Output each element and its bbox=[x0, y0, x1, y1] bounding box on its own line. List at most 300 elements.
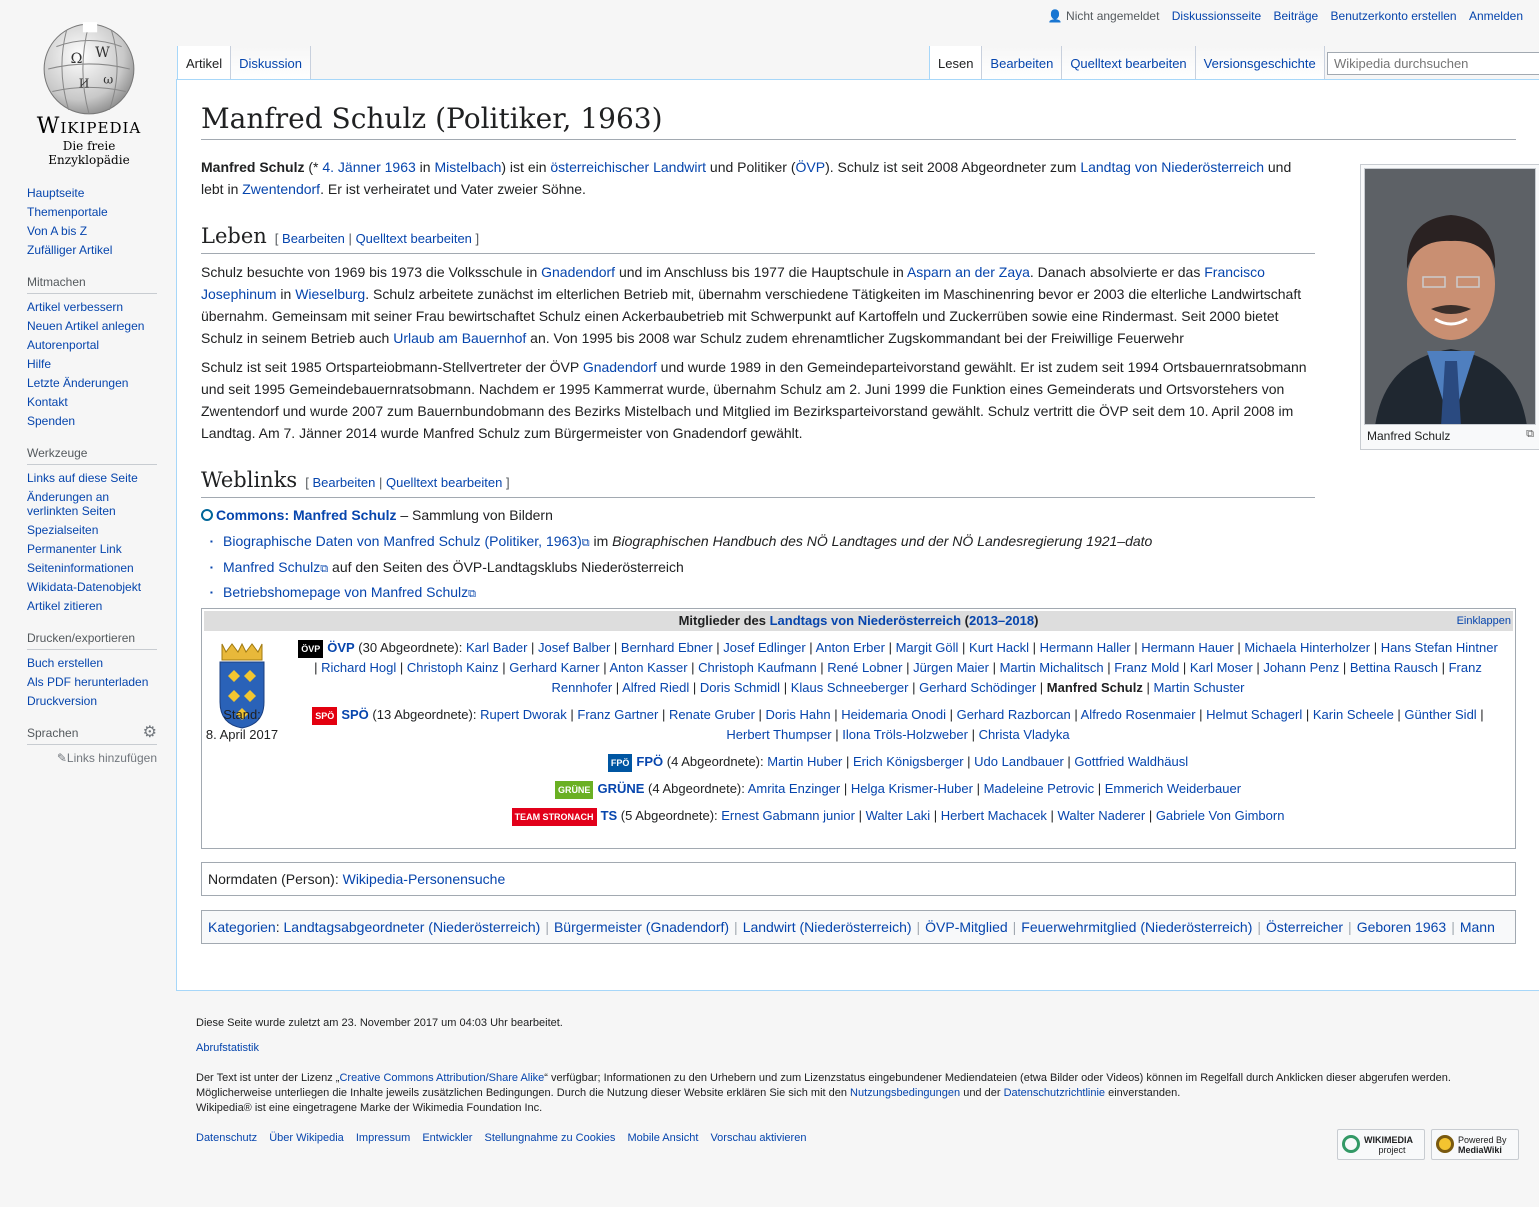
separator: | bbox=[754, 707, 766, 722]
separator: | bbox=[1142, 680, 1154, 695]
party-link[interactable]: GRÜNE bbox=[597, 781, 645, 796]
member-link[interactable]: Herbert Thumpser bbox=[726, 727, 832, 742]
bracket: [ bbox=[305, 475, 309, 490]
member-link[interactable]: Doris Schmidl bbox=[699, 680, 781, 695]
sidebar-drucken bbox=[27, 631, 157, 708]
member-link[interactable]: Erich Königsberger bbox=[852, 754, 964, 769]
sidebar-item-contact[interactable]: Kontakt bbox=[27, 395, 68, 409]
sidebar-item-permalink[interactable]: Permanenter Link bbox=[27, 542, 122, 556]
member-link[interactable]: Franz Gartner bbox=[577, 707, 659, 722]
separator: | bbox=[1103, 660, 1115, 675]
member-link[interactable]: Walter Laki bbox=[865, 808, 931, 823]
navbox-title-text: Mitglieder des bbox=[678, 613, 770, 628]
search-input[interactable] bbox=[1327, 52, 1539, 75]
josephinum-link[interactable]: Francisco Josephinum bbox=[201, 264, 1265, 302]
party-link[interactable]: SPÖ bbox=[341, 707, 369, 722]
wikimedia-project-badge[interactable] bbox=[1337, 1129, 1425, 1160]
separator: | bbox=[378, 475, 383, 490]
external-link-oevp-club[interactable] bbox=[223, 559, 328, 575]
last-modified: Diese Seite wurde zuletzt am 23. November 2017 um 04:03 Uhr bearbeitet. bbox=[196, 1017, 563, 1029]
separator: | bbox=[1130, 640, 1142, 655]
navbox-party-rows bbox=[298, 638, 1498, 833]
normdaten-box bbox=[201, 862, 1516, 896]
party-row bbox=[298, 705, 1498, 745]
footer bbox=[196, 1016, 1516, 1146]
login-link[interactable]: Anmelden bbox=[1468, 9, 1523, 23]
lead-name: Manfred Schulz bbox=[201, 159, 305, 175]
member-link[interactable]: Karl Moser bbox=[1189, 660, 1253, 675]
user-icon: 👤 bbox=[1047, 9, 1063, 23]
member-link[interactable]: Gabriele Von Gimborn bbox=[1155, 808, 1285, 823]
not-logged-in-label: Nicht angemeldet bbox=[1066, 9, 1160, 23]
member-link[interactable]: Helmut Schagerl bbox=[1206, 707, 1303, 722]
badge-mediawiki-text: MediaWiki bbox=[1458, 1145, 1502, 1155]
tab-artikel[interactable]: Artikel bbox=[177, 46, 231, 80]
sidebar-item-author-portal[interactable]: Autorenportal bbox=[27, 338, 100, 352]
intro-text: ) ist ein bbox=[501, 159, 551, 175]
gear-icon[interactable]: ⚙ bbox=[142, 724, 157, 741]
member-link[interactable]: Kurt Hackl bbox=[969, 640, 1029, 655]
separator: | bbox=[842, 754, 853, 769]
category-link[interactable]: ÖVP-Mitglied bbox=[925, 919, 1008, 935]
bracket: [ bbox=[274, 231, 279, 246]
separator: | bbox=[610, 640, 621, 655]
page-stats-link[interactable]: Abrufstatistik bbox=[196, 1042, 259, 1054]
member-link[interactable]: Johann Penz bbox=[1263, 660, 1340, 675]
body-text: Schulz besuchte von 1969 bis 1973 die Volksschule in bbox=[201, 264, 542, 280]
member-link[interactable]: Gottfried Waldhäusl bbox=[1074, 754, 1189, 769]
separator: | bbox=[816, 660, 828, 675]
category-separator: | bbox=[916, 919, 921, 935]
terms-post: einverstanden. bbox=[1105, 1087, 1181, 1099]
sidebar-item-themenportale[interactable]: Themenportale bbox=[27, 205, 108, 219]
edit-section-link[interactable]: Bearbeiten bbox=[282, 231, 345, 246]
birthplace-link[interactable]: Mistelbach bbox=[434, 159, 502, 175]
member-link[interactable]: Gerhard Karner bbox=[509, 660, 600, 675]
commons-icon bbox=[201, 509, 213, 521]
separator: | bbox=[988, 660, 1000, 675]
portrait-image[interactable] bbox=[1364, 168, 1536, 425]
member-link[interactable]: Josef Edlinger bbox=[723, 640, 806, 655]
member-link[interactable]: Walter Naderer bbox=[1057, 808, 1146, 823]
terms-link[interactable]: Nutzungsbedingungen bbox=[850, 1087, 961, 1099]
member-link[interactable]: Hans Stefan Hintner bbox=[1380, 640, 1498, 655]
sprachen-label: Sprachen bbox=[27, 726, 79, 740]
section-title: Weblinks bbox=[201, 468, 298, 492]
separator: | bbox=[1339, 660, 1350, 675]
member-current: Manfred Schulz bbox=[1046, 680, 1143, 695]
party-count: (13 Abgeordnete): bbox=[368, 707, 481, 722]
party-count: (4 Abgeordnete): bbox=[644, 781, 748, 796]
thumbnail-caption-text: Manfred Schulz bbox=[1367, 429, 1451, 443]
edit-section-link[interactable]: Bearbeiten bbox=[312, 475, 376, 490]
member-link[interactable]: Renate Gruber bbox=[668, 707, 755, 722]
category-separator: | bbox=[1012, 919, 1017, 935]
member-link[interactable]: Doris Hahn bbox=[765, 707, 831, 722]
separator: | bbox=[958, 640, 970, 655]
sidebar-item-special-pages[interactable]: Spezialseiten bbox=[27, 523, 99, 537]
talk-page-link[interactable]: Diskussionsseite bbox=[1171, 9, 1262, 23]
external-link-biographical-data[interactable] bbox=[223, 533, 590, 549]
category-separator: | bbox=[1451, 919, 1455, 935]
body-text: . Danach absolvierte er das bbox=[1029, 264, 1205, 280]
sidebar-item-hauptseite[interactable]: Hauptseite bbox=[27, 186, 85, 200]
party-logo-icon: TEAM STRONACH bbox=[512, 808, 597, 826]
list-item bbox=[201, 581, 1516, 607]
body-text: Schulz ist seit 1985 Ortsparteiobmann-Stellvertreter der ÖVP bbox=[201, 359, 583, 375]
category-box bbox=[201, 910, 1516, 944]
member-link[interactable]: Christa Vladyka bbox=[978, 727, 1070, 742]
body-text: auf den Seiten des ÖVP-Landtagsklubs Niederösterreich bbox=[328, 558, 684, 575]
terms-text bbox=[196, 1086, 1516, 1101]
footer-link-privacy[interactable]: Datenschutz bbox=[196, 1132, 258, 1144]
colon: : bbox=[275, 919, 284, 935]
body-text: an. Von 1995 bis 2008 war Schulz zudem ehrenamtlicher Zugskommandant bei der Freiwillige Feuerwehr bbox=[526, 330, 1184, 346]
sidebar-item-random-article[interactable]: Zufälliger Artikel bbox=[27, 243, 113, 257]
member-link[interactable]: Bettina Rausch bbox=[1349, 660, 1438, 675]
body-text: und wurde 1989 in den Gemeindeparteivorstand gewählt. Er ist zudem seit 1994 Ortsbauernratsobmann und seit 1995 Gemeindebauernratsobmann. Nachdem er 1995 Kammerrat wurde, übernahm Schulz am 2. Juni 1999 die Funktion eines Gemeinderats und Ortsvorstehers von Zwentendorf und wurde 2007 zum Bauernbundobmann des Bezirks Mistelbach und Mitglied im Bezirksparteivorstand gewählt. Schulz vertritt die ÖVP seit dem 10. April 2008 im Landtag. Am 7. Jänner 2014 wurde Manfred Schulz zum Bürgermeister von Gnadendorf gewählt. bbox=[201, 359, 1307, 441]
separator: | bbox=[1094, 781, 1105, 796]
member-link[interactable]: Michaela Hinterholzer bbox=[1244, 640, 1371, 655]
wordmark: Wikipedia bbox=[36, 114, 142, 139]
member-link[interactable]: Bernhard Ebner bbox=[620, 640, 713, 655]
navbox-landtag-link[interactable]: Landtags von Niederösterreich bbox=[769, 613, 962, 628]
personal-tools bbox=[1048, 9, 1523, 23]
separator: | bbox=[902, 660, 914, 675]
content-area bbox=[176, 79, 1539, 991]
navbox-title-text: ( bbox=[961, 613, 969, 628]
member-link[interactable]: Gerhard Schödinger bbox=[919, 680, 1037, 695]
member-link[interactable]: Jürgen Maier bbox=[913, 660, 989, 675]
member-link[interactable]: Emmerich Weiderbauer bbox=[1104, 781, 1242, 796]
member-link[interactable]: Martin Schuster bbox=[1153, 680, 1245, 695]
sidebar-heading-sprachen bbox=[27, 726, 157, 745]
separator: | bbox=[1070, 707, 1081, 722]
gnadendorf-link[interactable]: Gnadendorf bbox=[541, 264, 616, 280]
tab-bearbeiten[interactable]: Bearbeiten bbox=[982, 46, 1062, 80]
separator: | bbox=[314, 660, 322, 675]
mediawiki-sunflower-icon bbox=[1436, 1135, 1454, 1153]
sidebar-mitmachen bbox=[27, 275, 157, 428]
party-link[interactable]: ÖVP bbox=[795, 159, 826, 175]
body-text: und im Anschluss bis 1977 die Hauptschule in bbox=[615, 264, 907, 280]
body-text: in bbox=[276, 286, 296, 302]
leben-paragraph-2 bbox=[201, 356, 1315, 444]
section-title: Leben bbox=[201, 224, 267, 248]
member-link[interactable]: Karin Scheele bbox=[1312, 707, 1394, 722]
member-link[interactable]: Alfredo Rosenmaier bbox=[1080, 707, 1196, 722]
section-edit-links bbox=[275, 231, 479, 246]
tab-versionsgeschichte[interactable]: Versionsgeschichte bbox=[1196, 46, 1325, 80]
normdaten-label: Normdaten (Person): bbox=[208, 871, 343, 887]
member-link[interactable]: Richard Hogl bbox=[321, 660, 397, 675]
weblinks-list bbox=[201, 530, 1516, 607]
tab-quelltext-bearbeiten[interactable]: Quelltext bearbeiten bbox=[1062, 46, 1195, 80]
category-link[interactable]: Geboren 1963 bbox=[1356, 919, 1447, 935]
categories-label[interactable]: Kategorien bbox=[208, 919, 276, 935]
thumbnail-caption bbox=[1364, 425, 1536, 447]
party-count: (5 Abgeordnete): bbox=[617, 808, 722, 823]
separator: | bbox=[831, 727, 843, 742]
commons-box bbox=[201, 504, 1516, 526]
sidebar-item-wikidata[interactable]: Wikidata-Datenobjekt bbox=[27, 580, 142, 594]
commons-text: – Sammlung von Bildern bbox=[396, 507, 553, 523]
svg-text:ω: ω bbox=[103, 72, 114, 87]
member-link[interactable]: Hermann Haller bbox=[1039, 640, 1131, 655]
badge-wikimedia-text: WIKIMEDIA bbox=[1364, 1135, 1413, 1145]
navbox-period-link[interactable]: 2013–2018 bbox=[969, 613, 1035, 628]
member-link[interactable]: Margit Göll bbox=[895, 640, 959, 655]
category-separator: | bbox=[1257, 919, 1262, 935]
footer-link-developers[interactable]: Entwickler bbox=[422, 1132, 473, 1144]
separator: | bbox=[840, 781, 851, 796]
member-link[interactable]: Christoph Kainz bbox=[406, 660, 499, 675]
separator: | bbox=[689, 680, 700, 695]
link-text: Biographische Daten von Manfred Schulz (Politiker, 1963) bbox=[223, 533, 582, 549]
footer-link-imprint[interactable]: Impressum bbox=[355, 1132, 411, 1144]
member-link[interactable]: Franz Mold bbox=[1114, 660, 1180, 675]
svg-text:W: W bbox=[95, 44, 110, 61]
article-body bbox=[201, 80, 1534, 935]
commons-link[interactable]: Commons: Manfred Schulz bbox=[216, 507, 397, 523]
sidebar-heading-mitmachen: Mitmachen bbox=[27, 275, 157, 294]
license-link[interactable]: Creative Commons Attribution/Share Alike bbox=[339, 1072, 545, 1084]
category-link[interactable]: Bürgermeister (Gnadendorf) bbox=[553, 919, 730, 935]
separator: | bbox=[1029, 640, 1040, 655]
urlaub-am-bauernhof-link[interactable]: Urlaub am Bauernhof bbox=[393, 330, 527, 346]
link-text: Betriebshomepage von Manfred Schulz bbox=[223, 584, 469, 600]
separator: | bbox=[348, 231, 352, 246]
footer-link-cookies[interactable]: Stellungnahme zu Cookies bbox=[484, 1132, 616, 1144]
separator: | bbox=[527, 640, 539, 655]
sidebar-item-whatlinkshere[interactable]: Links auf diese Seite bbox=[27, 471, 138, 485]
sidebar-werkzeuge bbox=[27, 446, 157, 613]
separator: | bbox=[612, 680, 623, 695]
external-link-icon: ⧉ bbox=[320, 562, 329, 575]
member-link[interactable]: Hermann Hauer bbox=[1141, 640, 1234, 655]
intro-text: ). Schulz ist seit 2008 Abgeordneter zum bbox=[825, 159, 1081, 175]
section-heading-leben bbox=[201, 222, 1315, 254]
category-link[interactable]: Feuerwehrmitglied (Niederösterreich) bbox=[1021, 919, 1253, 935]
member-link[interactable]: Amrita Enzinger bbox=[747, 781, 841, 796]
portrait-thumbnail bbox=[1360, 164, 1539, 450]
link-text: Manfred Schulz bbox=[223, 558, 321, 575]
category-link[interactable]: Landtagsabgeordneter (Niederösterreich) bbox=[283, 919, 541, 935]
sidebar-item-recent-changes[interactable]: Letzte Änderungen bbox=[27, 376, 129, 390]
member-link[interactable]: Karl Bader bbox=[466, 640, 528, 655]
footer-link-preview[interactable]: Vorschau aktivieren bbox=[710, 1132, 807, 1144]
create-account-link[interactable]: Benutzerkonto erstellen bbox=[1330, 9, 1457, 23]
separator: | bbox=[1393, 707, 1405, 722]
section-heading-weblinks bbox=[201, 466, 1315, 498]
party-row bbox=[298, 752, 1498, 772]
member-link[interactable]: Günther Sidl bbox=[1404, 707, 1477, 722]
bracket: ] bbox=[505, 475, 510, 490]
sidebar bbox=[27, 186, 157, 783]
separator: | bbox=[1302, 707, 1313, 722]
svg-text:И: И bbox=[78, 76, 90, 91]
navbox-stand bbox=[204, 705, 280, 745]
member-link[interactable]: Klaus Schneeberger bbox=[790, 680, 909, 695]
edit-source-section-link[interactable]: Quelltext bearbeiten bbox=[385, 475, 503, 490]
license-pre: Der Text ist unter der Lizenz „ bbox=[196, 1072, 340, 1084]
sidebar-item-pdf[interactable]: Als PDF herunterladen bbox=[27, 675, 149, 689]
party-link[interactable]: TS bbox=[600, 808, 618, 823]
member-link[interactable]: Udo Landbauer bbox=[974, 754, 1064, 769]
footer-link-mobile[interactable]: Mobile Ansicht bbox=[627, 1132, 699, 1144]
party-link[interactable]: ÖVP bbox=[327, 640, 355, 655]
separator: | bbox=[712, 640, 724, 655]
navbox-title-text: ) bbox=[1034, 613, 1039, 628]
contributions-link[interactable]: Beiträge bbox=[1273, 9, 1319, 23]
member-link[interactable]: Martin Michalitsch bbox=[999, 660, 1104, 675]
trademark-text: Wikipedia® ist eine eingetragene Marke der Wikimedia Foundation Inc. bbox=[196, 1102, 543, 1114]
separator: | bbox=[1195, 707, 1207, 722]
license-post: “ verfügbar; Informationen zu den Urhebern und zum Lizenzstatus eingebundener Mediendateien (etwa Bilder oder Videos) können im Regelfall durch Anklicken dieser abgerufen werden. bbox=[544, 1072, 1451, 1084]
body-text: im bbox=[589, 533, 613, 549]
sidebar-item-improve[interactable]: Artikel verbessern bbox=[27, 300, 124, 314]
sidebar-item-page-info[interactable]: Seiteninformationen bbox=[27, 561, 134, 575]
intro-text: . Er ist verheiratet und Vater zweier Söhne. bbox=[320, 181, 586, 197]
category-link[interactable]: Landwirt (Niederösterreich) bbox=[742, 919, 912, 935]
separator: | bbox=[1438, 660, 1449, 675]
separator: | bbox=[963, 754, 975, 769]
namespace-tabs bbox=[177, 46, 311, 80]
stand-date: 8. April 2017 bbox=[205, 727, 279, 742]
member-link[interactable]: Anton Erber bbox=[815, 640, 885, 655]
sidebar-item-related-changes[interactable]: Änderungen an verlinkten Seiten bbox=[27, 490, 116, 518]
separator: | bbox=[1252, 660, 1264, 675]
member-link[interactable]: René Lobner bbox=[827, 660, 903, 675]
body-text: . Schulz arbeitete zunächst im elterlichen Betrieb mit, übernahm verschiedene Tätigkeiten im Maschinenring bevor er 2003 die elterliche Landwirtschaft übernahm. Gemeinsam mit seiner Frau bewirtschaftet Schulz einen Ackerbaubetrieb mit Schwerpunkt auf Kartoffeln und Zuckerrüben sowie eine Rindermast. Seit 2000 bietet Schulz in seinem Betrieb auch bbox=[201, 286, 1302, 346]
gnadendorf-link-2[interactable]: Gnadendorf bbox=[582, 359, 657, 375]
sidebar-navigation bbox=[27, 186, 157, 257]
external-link-icon: ⧉ bbox=[581, 537, 590, 549]
intro-text: und lebt in bbox=[201, 159, 1292, 197]
external-link-homepage[interactable] bbox=[223, 584, 476, 600]
separator: | bbox=[780, 680, 791, 695]
category-separator: | bbox=[734, 919, 738, 935]
member-link[interactable]: Christoph Kaufmann bbox=[698, 660, 817, 675]
sidebar-item-donate[interactable]: Spenden bbox=[27, 414, 76, 428]
personensuche-link[interactable]: Wikipedia-Personensuche bbox=[342, 871, 506, 887]
wikimedia-logo-icon bbox=[1342, 1135, 1360, 1153]
sidebar-item-cite[interactable]: Artikel zitieren bbox=[27, 599, 103, 613]
member-link[interactable]: Helga Krismer-Huber bbox=[850, 781, 973, 796]
separator: | bbox=[945, 707, 957, 722]
tab-lesen[interactable]: Lesen bbox=[929, 46, 982, 80]
portrait-drawing bbox=[1365, 169, 1536, 425]
sidebar-item-print[interactable]: Druckversion bbox=[27, 694, 98, 708]
party-link[interactable]: FPÖ bbox=[636, 754, 664, 769]
terms-pre: Möglicherweise unterliegen die Inhalte jeweils zusätzlichen Bedingungen. Durch die Nutzung dieser Website erklären Sie sich mit den bbox=[196, 1087, 851, 1099]
member-link[interactable]: Alfred Riedl bbox=[622, 680, 690, 695]
member-link[interactable]: Rupert Dworak bbox=[480, 707, 567, 722]
list-item bbox=[201, 530, 1516, 556]
footer-link-about[interactable]: Über Wikipedia bbox=[269, 1132, 344, 1144]
tab-diskussion[interactable]: Diskussion bbox=[231, 46, 311, 80]
intro-text: (* bbox=[304, 159, 323, 175]
separator: | bbox=[805, 640, 816, 655]
puzzle-globe-icon bbox=[38, 16, 140, 118]
separator: | bbox=[854, 808, 866, 823]
pencil-icon: ✎ bbox=[56, 751, 67, 765]
separator: | bbox=[396, 660, 407, 675]
member-link[interactable]: Martin Huber bbox=[767, 754, 843, 769]
category-separator: | bbox=[1348, 919, 1352, 935]
birthdate-link[interactable]: 4. Jänner 1963 bbox=[322, 159, 416, 175]
member-link[interactable]: Ernest Gabmann junior bbox=[721, 808, 855, 823]
enlarge-icon[interactable]: ⧉ bbox=[1526, 428, 1534, 440]
sidebar-item-create-book[interactable]: Buch erstellen bbox=[27, 656, 104, 670]
party-row bbox=[298, 806, 1498, 826]
party-logo-icon: FPÖ bbox=[608, 754, 633, 772]
not-logged-in bbox=[1048, 9, 1160, 23]
party-logo-icon: ÖVP bbox=[298, 640, 323, 658]
license-text bbox=[196, 1071, 1516, 1086]
category-link[interactable]: Mann bbox=[1459, 919, 1495, 935]
separator: | bbox=[687, 660, 699, 675]
section-edit-links bbox=[305, 475, 509, 490]
member-link[interactable]: Heidemaria Onodi bbox=[841, 707, 946, 722]
member-link[interactable]: Anton Kasser bbox=[609, 660, 688, 675]
list-item bbox=[201, 556, 1516, 582]
add-links-button[interactable] bbox=[27, 751, 157, 765]
party-logo-icon: SPÖ bbox=[312, 707, 337, 725]
separator: | bbox=[566, 707, 578, 722]
member-link[interactable]: Gerhard Razborcan bbox=[956, 707, 1071, 722]
sidebar-item-help[interactable]: Hilfe bbox=[27, 357, 52, 371]
leben-paragraph-1 bbox=[201, 261, 1315, 349]
edit-source-section-link[interactable]: Quelltext bearbeiten bbox=[355, 231, 472, 246]
separator: | bbox=[498, 660, 510, 675]
bracket: ] bbox=[475, 231, 480, 246]
external-link-icon: ⧉ bbox=[468, 588, 477, 600]
category-link[interactable]: Österreicher bbox=[1266, 919, 1344, 935]
wieselburg-link[interactable]: Wieselburg bbox=[295, 286, 366, 302]
wikipedia-logo[interactable] bbox=[24, 12, 154, 167]
member-link[interactable]: Josef Balber bbox=[538, 640, 611, 655]
landtag-link[interactable]: Landtag von Niederösterreich bbox=[1080, 159, 1264, 175]
navbox-collapse-toggle[interactable]: Einklappen bbox=[1456, 615, 1511, 627]
privacy-link[interactable]: Datenschutzrichtlinie bbox=[1003, 1087, 1106, 1099]
party-row bbox=[298, 638, 1498, 698]
category-separator: | bbox=[545, 919, 549, 935]
party-count: (4 Abgeordnete): bbox=[663, 754, 768, 769]
page-title: Manfred Schulz (Politiker, 1963) bbox=[201, 80, 1516, 140]
separator: | bbox=[658, 707, 669, 722]
navbox-landtag-members bbox=[201, 608, 1516, 849]
powered-by-mediawiki-badge[interactable] bbox=[1431, 1129, 1519, 1160]
svg-text:Ω: Ω bbox=[70, 50, 83, 67]
badge-project-text: project bbox=[1378, 1145, 1406, 1155]
member-link[interactable]: Ilona Tröls-Holzweber bbox=[842, 727, 968, 742]
asparn-link[interactable]: Asparn an der Zaya bbox=[906, 264, 1030, 280]
sidebar-sprachen bbox=[27, 726, 157, 765]
separator: | bbox=[599, 660, 610, 675]
member-link[interactable]: Herbert Machacek bbox=[940, 808, 1047, 823]
sidebar-heading-werkzeuge: Werkzeuge bbox=[27, 446, 157, 465]
sidebar-item-von-a-bis-z[interactable]: Von A bis Z bbox=[27, 224, 88, 238]
sidebar-item-new-article[interactable]: Neuen Artikel anlegen bbox=[27, 319, 145, 333]
member-link[interactable]: Franz Rennhofer bbox=[551, 660, 1482, 695]
farmer-link[interactable]: österreichischer Landwirt bbox=[550, 159, 707, 175]
sidebar-heading-drucken: Drucken/exportieren bbox=[27, 631, 157, 650]
residence-link[interactable]: Zwentendorf bbox=[242, 181, 321, 197]
separator: | bbox=[1036, 680, 1047, 695]
handbook-title: Biographischen Handbuch des NÖ Landtages und der NÖ Landesregierung 1921–dato bbox=[612, 533, 1153, 549]
member-link[interactable]: Madeleine Petrovic bbox=[983, 781, 1095, 796]
